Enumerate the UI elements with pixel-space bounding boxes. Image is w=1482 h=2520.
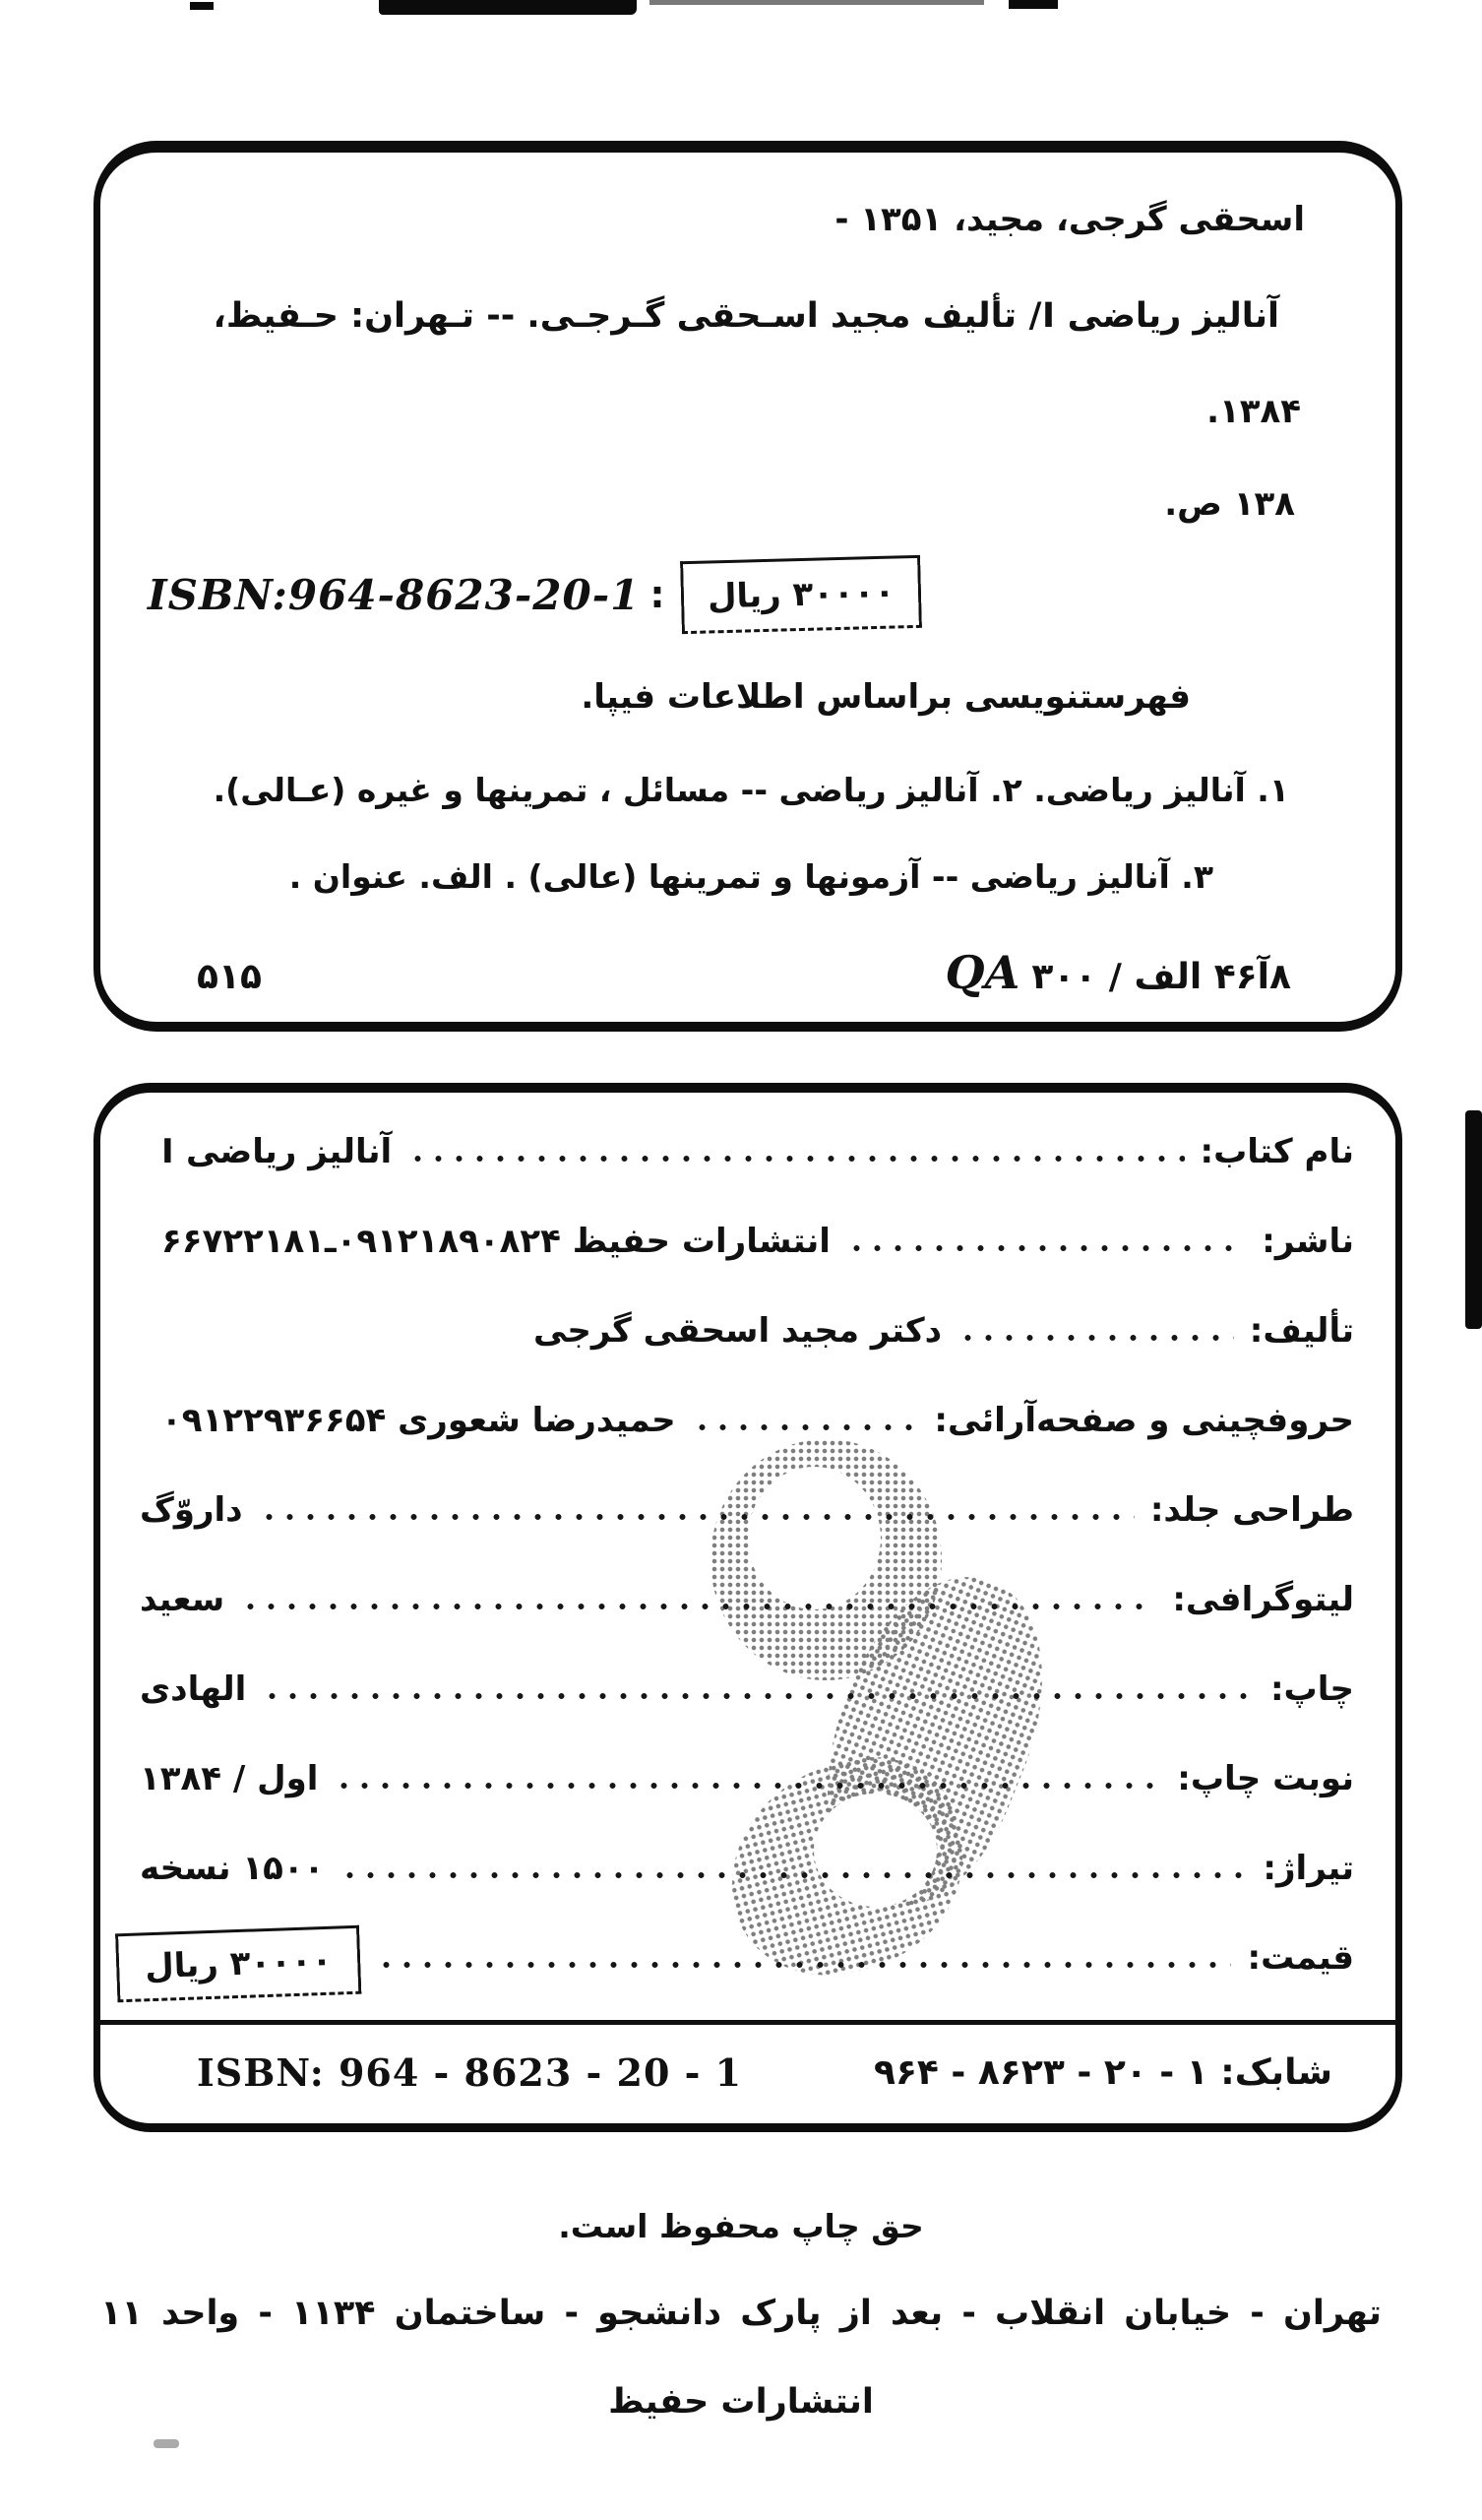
details-row <box>100 1465 1395 1554</box>
lc-call-number <box>946 946 1291 999</box>
row-label: تألیف: <box>1249 1310 1354 1351</box>
price-boxed-value: ۳۰۰۰۰ ریال <box>115 1924 362 2002</box>
copyright-notice: حق چاپ محفوظ است. <box>558 2207 924 2245</box>
scan-artifact-bottom-left <box>154 2439 179 2448</box>
row-value: دکتر مجید اسحقی گرجی <box>533 1310 943 1351</box>
dotted-leader <box>376 1959 1231 1971</box>
details-row <box>100 1733 1395 1823</box>
details-row <box>100 1106 1395 1196</box>
lc-class-cutter: ۸آ۴۶ الف / ۳۰۰ <box>1031 957 1291 997</box>
row-label: نام کتاب: <box>1200 1131 1354 1171</box>
row-value: ۱۵۰۰ نسخه <box>140 1848 325 1888</box>
cip-isbn-price-line <box>148 558 921 631</box>
dotted-leader <box>407 1153 1184 1165</box>
cip-publish-year: ۱۳۸۴. <box>1206 392 1301 431</box>
row-label: تیراژ: <box>1263 1848 1354 1888</box>
details-rows <box>100 1093 1395 2002</box>
dotted-leader <box>262 1690 1255 1702</box>
cip-page-count: ۱۳۸ ص. <box>1164 484 1295 524</box>
cip-subject-entry-1: ۱. آنالیز ریاضی. ۲. آنالیز ریاضی -- مسائل ، تمرینها و غیره (عـالی). <box>213 771 1289 809</box>
dotted-leader <box>340 1869 1247 1881</box>
row-label: قیمت: <box>1247 1937 1354 1978</box>
row-value: آنالیز ریاضی I <box>161 1131 393 1171</box>
row-value: سعید <box>140 1579 225 1619</box>
details-row <box>100 1196 1395 1286</box>
cip-subject-entry-2: ۳. آنالیز ریاضی -- آزمونها و تمرینها (عالی) . الف. عنوان . <box>288 857 1213 896</box>
details-row <box>100 1644 1395 1733</box>
cip-isbn-number: ISBN:964-8623-20-1 <box>148 570 641 619</box>
row-value: اول / ۱۳۸۴ <box>140 1758 319 1798</box>
cip-title-statement: آنالیز ریاضی I/ تألیف مجید اسـحقی گـرجـی. -- تـهران: حـفیظ، <box>213 296 1279 336</box>
row-label: چاپ: <box>1269 1669 1354 1709</box>
dotted-leader <box>259 1511 1135 1523</box>
scan-artifact-top <box>379 0 637 15</box>
dewey-number: ۵۱۵ <box>197 957 262 997</box>
publisher-name: انتشارات حفیظ <box>608 2382 874 2422</box>
dotted-leader <box>692 1421 919 1433</box>
row-label: نوبت چاپ: <box>1177 1758 1354 1798</box>
row-label: ناشر: <box>1262 1221 1354 1261</box>
row-label: لیتوگرافی: <box>1172 1579 1354 1619</box>
lc-class-letters: QA <box>945 946 1020 999</box>
publication-details-box <box>93 1083 1402 2132</box>
details-row <box>100 1375 1395 1465</box>
row-value: انتشارات حفیظ ۰۹۱۲۱۸۹۰۸۲۴ـ۶۶۷۲۲۱۸۱ <box>161 1221 831 1261</box>
row-label: حروفچینی و صفحه‌آرائی: <box>934 1400 1354 1440</box>
cip-classification-row <box>100 946 1395 999</box>
dotted-leader <box>240 1601 1156 1612</box>
scan-artifact-top <box>1009 0 1058 9</box>
row-label: طراحی جلد: <box>1149 1489 1354 1530</box>
details-row <box>100 1286 1395 1375</box>
cip-author-heading: اسحقی گرجی، مجید، ۱۳۵۱ - <box>834 200 1305 239</box>
isbn-latin: ISBN: 964 - 8623 - 20 - 1 <box>197 2049 743 2095</box>
details-row <box>100 1554 1395 1644</box>
details-row <box>100 1823 1395 1913</box>
cip-cataloging-box <box>93 141 1402 1032</box>
dotted-leader <box>846 1242 1246 1254</box>
isbn-persian: شابک: ۱ - ۲۰ - ۸۶۲۳ - ۹۶۴ <box>873 2051 1332 2093</box>
cip-isbn-separator: : <box>649 573 665 616</box>
price-box-stamp: ۳۰۰۰۰ ریال <box>680 555 922 634</box>
isbn-strip <box>100 2025 1395 2119</box>
dotted-leader <box>334 1780 1161 1792</box>
scan-artifact-top <box>190 2 214 10</box>
scan-artifact-top <box>649 0 984 5</box>
cip-fipa-note: فهرستنویسی براساس اطلاعات فیپا. <box>581 677 1191 717</box>
scan-artifact-right-edge <box>1465 1110 1482 1329</box>
row-value: حمیدرضا شعوری ۰۹۱۲۲۹۳۶۶۵۴ <box>161 1400 676 1440</box>
details-row <box>100 1913 1395 2002</box>
row-value: داروّگ <box>140 1489 243 1530</box>
dotted-leader <box>957 1332 1234 1344</box>
publisher-address: تهران - خیابان انقلاب - بعد از پارک دانشجو - ساختمان ۱۱۳۴ - واحد ۱۱ <box>100 2294 1382 2333</box>
row-value: الهادی <box>140 1669 247 1709</box>
